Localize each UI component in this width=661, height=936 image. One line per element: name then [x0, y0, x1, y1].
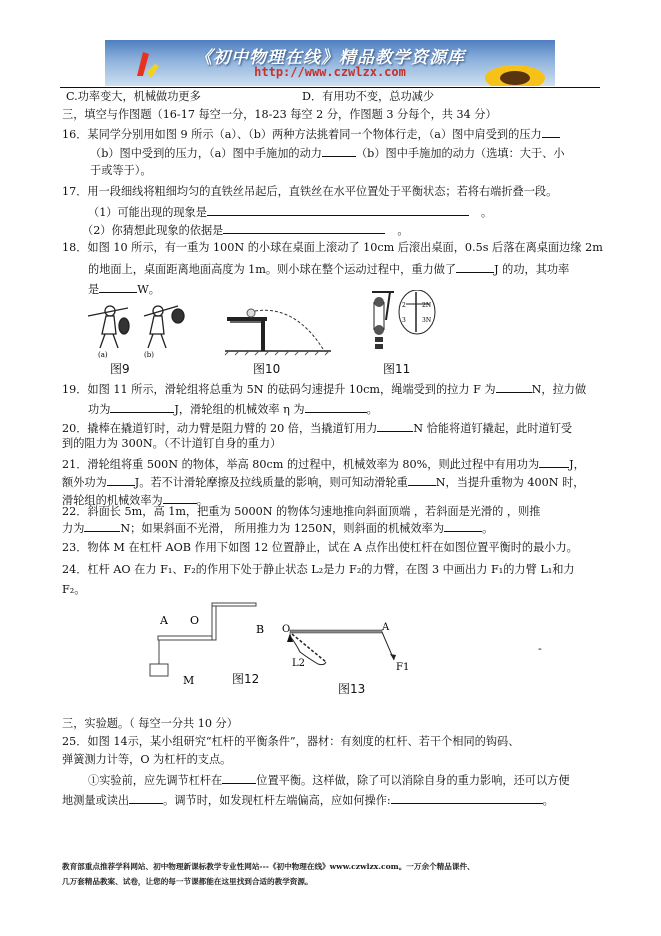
q21-blank-1[interactable] — [539, 456, 569, 468]
banner-title: 《初中物理在线》精品教学资源库 — [195, 48, 465, 68]
q21-line2: 额外功为 J。若不计滑轮摩擦及拉线质量的影响，则可知动滑轮重 N，当提升重物为 400N 时， — [62, 476, 585, 489]
q16-line1: 16．某同学分别用如图 9 所示（a）、（b）两种方法挑着同一个物体行走，（a）图中肩受到的压力 — [62, 126, 560, 142]
q21-line3: 滑轮组的机械效率为 。 — [62, 494, 208, 507]
q20-blank-1[interactable] — [377, 420, 413, 432]
figure-10-table-ball — [225, 305, 335, 357]
q19-blank-2[interactable] — [110, 401, 174, 413]
header-rule — [60, 87, 600, 88]
figure-12-caption: 图12 — [232, 672, 260, 686]
q18-line3: 是 W。 — [88, 283, 160, 296]
figure-13-lever-oa — [282, 618, 422, 678]
q16-blank-2[interactable] — [322, 145, 356, 157]
q17-blank-2[interactable] — [223, 222, 385, 234]
q18-line1: 18．如图 10 所示，有一重为 100N 的小球在桌面上滚动了 10cm 后滚出桌面，0.5s 后落在离桌面边缘 2m — [62, 241, 603, 254]
q25-line2: 弹簧测力计等，O 为杠杆的支点。 — [62, 753, 232, 766]
q25-line3: ①实验前，应先调节杠杆在 位置平衡。这样做，除了可以消除自身的重力影响，还可以方便 — [88, 774, 570, 787]
q15-option-d: D．有用功不变，总功减少 — [302, 90, 435, 103]
q16-line3: 于或等于）。 — [90, 164, 152, 177]
q15-option-c: C.功率变大，机械做功更多 — [66, 90, 201, 103]
footer-line-1: 教育部重点推荐学科网站、初中物理新课标教学专业性网站---《初中物理在线》www.czwlzx.com。一万余个精品课件、 — [62, 862, 475, 871]
fig9-label-b: (b) — [144, 351, 154, 359]
q19-line1: 19．如图 11 所示，滑轮组将总重为 5N 的砝码匀速提升 10cm，绳端受到的拉力 F 为 N，拉力做 — [62, 383, 587, 396]
fig12-label-a: A — [160, 614, 168, 627]
fig13-label-o: O — [282, 624, 291, 635]
q22-blank-2[interactable] — [444, 520, 482, 532]
fig12-label-o: O — [190, 614, 200, 627]
q20-line1: 20．撬棒在撬道钉时，动力臂是阻力臂的 20 倍，当撬道钉用力 N 恰能将道钉撬起，此时道钉受 — [62, 422, 573, 435]
q21-blank-4[interactable] — [163, 492, 197, 504]
q23-text: 23．物体 M 在杠杆 AOB 作用下如图 12 位置静止，试在 A 点作出使杠杆在如图位置平衡时的最小力。 — [62, 541, 578, 554]
fig12-label-m: M — [183, 674, 195, 687]
q17-sub2: （2）你猜想此现象的依据是 。 — [82, 224, 409, 237]
section-3-heading: 三，填空与作图题（16-17 每空一分，18-23 每空 2 分，作图题 3 分每个，共 34 分） — [62, 108, 497, 121]
q25-blank-1[interactable] — [222, 772, 256, 784]
banner-url[interactable]: http://www.czwlzx.com — [254, 65, 406, 79]
fig13-label-l2: L2 — [292, 658, 306, 669]
fig11-scale-3: 3 — [402, 317, 406, 324]
figure-10-caption: 图10 — [253, 362, 281, 376]
q22-line2: 力为 N；如果斜面不光滑， 所用推力为 1250N，则斜面的机械效率为 。 — [62, 522, 494, 535]
fig13-label-a: A — [382, 622, 390, 633]
fig13-label-f1: F1 — [396, 662, 410, 673]
fig12-label-b: B — [256, 623, 265, 636]
q22-line1: 22．斜面长 5m，高 1m，把重为 5000N 的物体匀速地推向斜面顶端 ，若斜面是光滑的 ，则推 — [62, 505, 541, 518]
fig11-scale-2n: 2N — [422, 302, 432, 309]
q17-blank-1[interactable] — [207, 204, 469, 216]
q24-line2: F₂。 — [62, 583, 86, 596]
q18-line2: 的地面上，桌面距离地面高度为 1m。则小球在整个运动过程中，重力做了 J 的功，其功率 — [88, 263, 570, 276]
figure-11-pulley — [372, 290, 442, 356]
figure-9-caption: 图9 — [110, 362, 130, 376]
q17-sub1: （1）可能出现的现象是 。 — [88, 206, 493, 219]
q21-blank-3[interactable] — [408, 474, 436, 486]
q25-line1: 25．如图 14示，某小组研究“杠杆的平衡条件”，器材：有刻度的杠杆、若干个相同的钩码、 — [62, 735, 520, 748]
sunflower-icon — [477, 56, 547, 86]
footer-line-2: 几万套精品教案、试卷，让您的每一节课都能在这里找到合适的教学资源。 — [62, 877, 313, 886]
fig11-scale-3n: 3N — [422, 317, 432, 324]
q25-blank-2[interactable] — [129, 792, 163, 804]
stray-dash: - — [538, 642, 542, 655]
q20-line2: 到的阻力为 300N。（不计道钉自身的重力） — [62, 437, 282, 450]
q19-blank-1[interactable] — [496, 381, 532, 393]
q17-line1: 17．用一段细线将粗细均匀的直铁丝吊起后，直铁丝在水平位置处于平衡状态；若将右端折叠一段。 — [62, 185, 558, 198]
q25-blank-3[interactable] — [391, 792, 543, 804]
fig9-label-a: (a) — [98, 351, 108, 359]
q16-line2: （b）图中受到的压力，（a）图中手施加的动力 （b）图中手施加的动力（选填：大于、小 — [90, 147, 565, 160]
q19-blank-3[interactable] — [305, 401, 367, 413]
q21-blank-2[interactable] — [107, 474, 135, 486]
q21-line1: 21．滑轮组将重 500N 的物体，举高 80cm 的过程中，机械效率为 80%，则此过程中有用功为 J， — [62, 458, 585, 471]
q18-blank-2[interactable] — [99, 281, 137, 293]
q24-line1: 24．杠杆 AO 在力 F₁、F₂的作用下处于静止状态 L₂是力 F₂的力臂，在图 3 中画出力 F₁的力臂 L₁和力 — [62, 563, 575, 576]
figure-13-caption: 图13 — [338, 682, 366, 696]
q25-line4: 地测量或读出 。调节时，如发现杠杆左端偏高，应如何操作: 。 — [62, 794, 554, 807]
figure-11-caption: 图11 — [383, 362, 411, 376]
q22-blank-1[interactable] — [84, 520, 120, 532]
site-banner — [105, 40, 555, 86]
fig11-scale-2: 2 — [402, 302, 406, 309]
q18-blank-1[interactable] — [456, 261, 494, 273]
q19-line2: 功为 J，滑轮组的机械效率 η 为 。 — [88, 403, 378, 416]
section-experiment-heading: 三，实验题。（ 每空一分共 10 分） — [62, 717, 238, 730]
q16-blank-1[interactable] — [542, 126, 560, 138]
figure-9-porters — [86, 302, 196, 360]
